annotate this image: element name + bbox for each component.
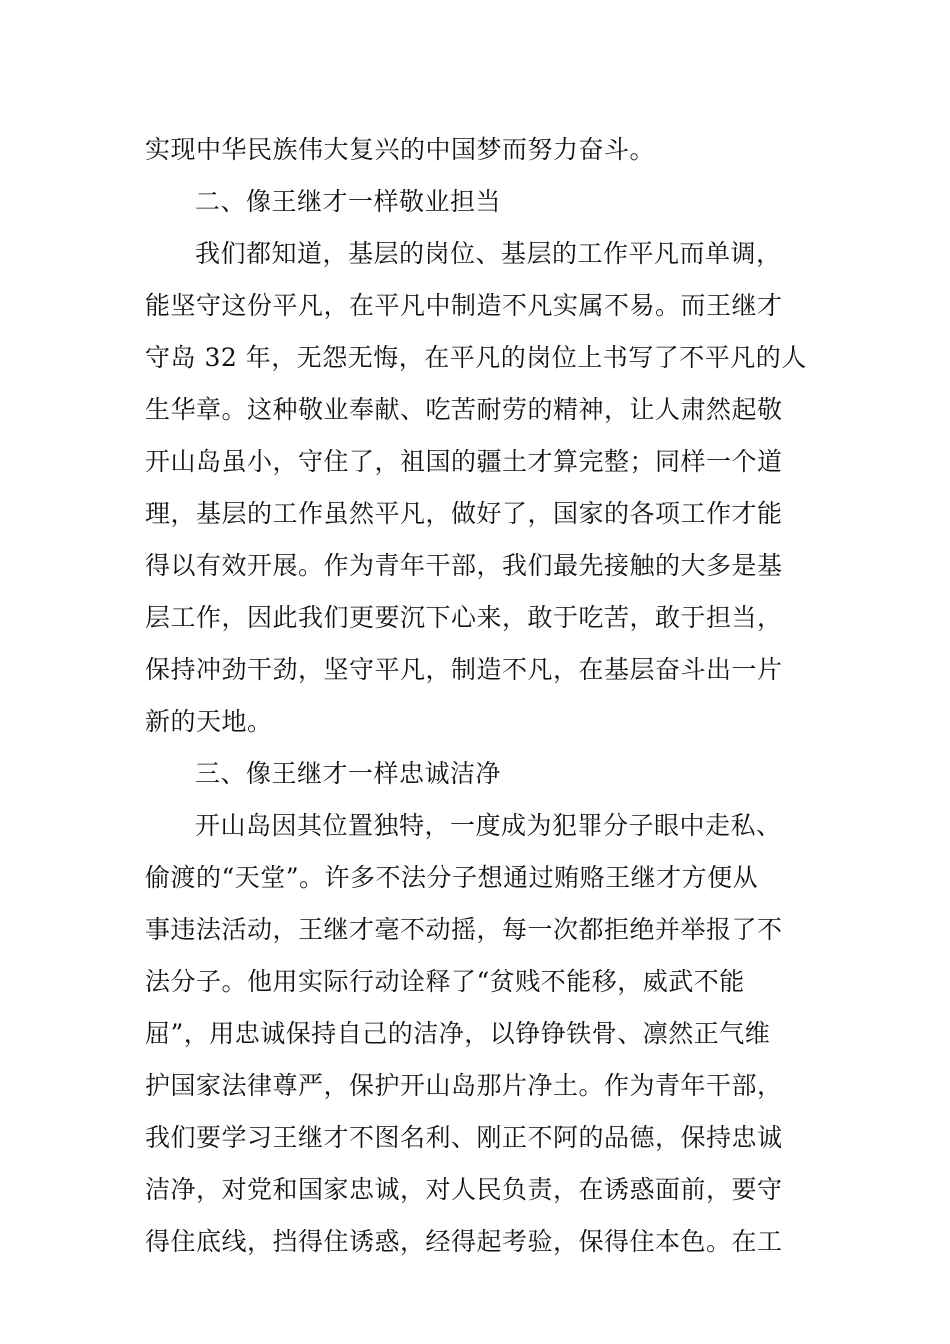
text-line: 开山岛虽小，守住了，祖国的疆土才算完整；同样一个道 [145, 447, 783, 476]
text-line: 新的天地。 [145, 707, 273, 736]
text-line: 理，基层的工作虽然平凡，做好了，国家的各项工作才能 [145, 499, 783, 528]
text-line: 偷渡的“天堂”。许多不法分子想通过贿赂王继才方便从 [145, 863, 759, 892]
text-line: 屈”，用忠诚保持自己的洁净，以铮铮铁骨、凛然正气维 [145, 1019, 771, 1048]
text-line: 得以有效开展。作为青年干部，我们最先接触的大多是基 [145, 551, 783, 580]
section-heading: 二、像王继才一样敬业担当 [195, 187, 502, 216]
text-line: 保持冲劲干劲，坚守平凡，制造不凡，在基层奋斗出一片 [145, 655, 783, 684]
text-line: 护国家法律尊严，保护开山岛那片净土。作为青年干部， [145, 1071, 783, 1100]
text-line: 我们要学习王继才不图名利、刚正不阿的品德，保持忠诚 [145, 1123, 783, 1152]
text-line: 层工作，因此我们更要沉下心来，敢于吃苦，敢于担当， [145, 603, 783, 632]
text-line: 能坚守这份平凡，在平凡中制造不凡实属不易。而王继才 [145, 291, 783, 320]
section-heading: 三、像王继才一样忠诚洁净 [195, 759, 502, 788]
text-line: 得住底线，挡得住诱惑，经得起考验，保得住本色。在工 [145, 1227, 783, 1256]
text-line: 实现中华民族伟大复兴的中国梦而努力奋斗。 [145, 135, 656, 164]
text-line: 洁净，对党和国家忠诚，对人民负责，在诱惑面前，要守 [145, 1175, 783, 1204]
text-line: 守岛 32 年，无怨无悔，在平凡的岗位上书写了不平凡的人 [145, 343, 807, 372]
text-line: 我们都知道，基层的岗位、基层的工作平凡而单调， [195, 239, 782, 268]
text-line: 开山岛因其位置独特，一度成为犯罪分子眼中走私、 [195, 811, 782, 840]
text-line: 事违法活动，王继才毫不动摇，每一次都拒绝并举报了不 [145, 915, 783, 944]
text-line: 法分子。他用实际行动诠释了“贫贱不能移，威武不能 [145, 967, 745, 996]
text-line: 生华章。这种敬业奉献、吃苦耐劳的精神，让人肃然起敬 [145, 395, 783, 424]
